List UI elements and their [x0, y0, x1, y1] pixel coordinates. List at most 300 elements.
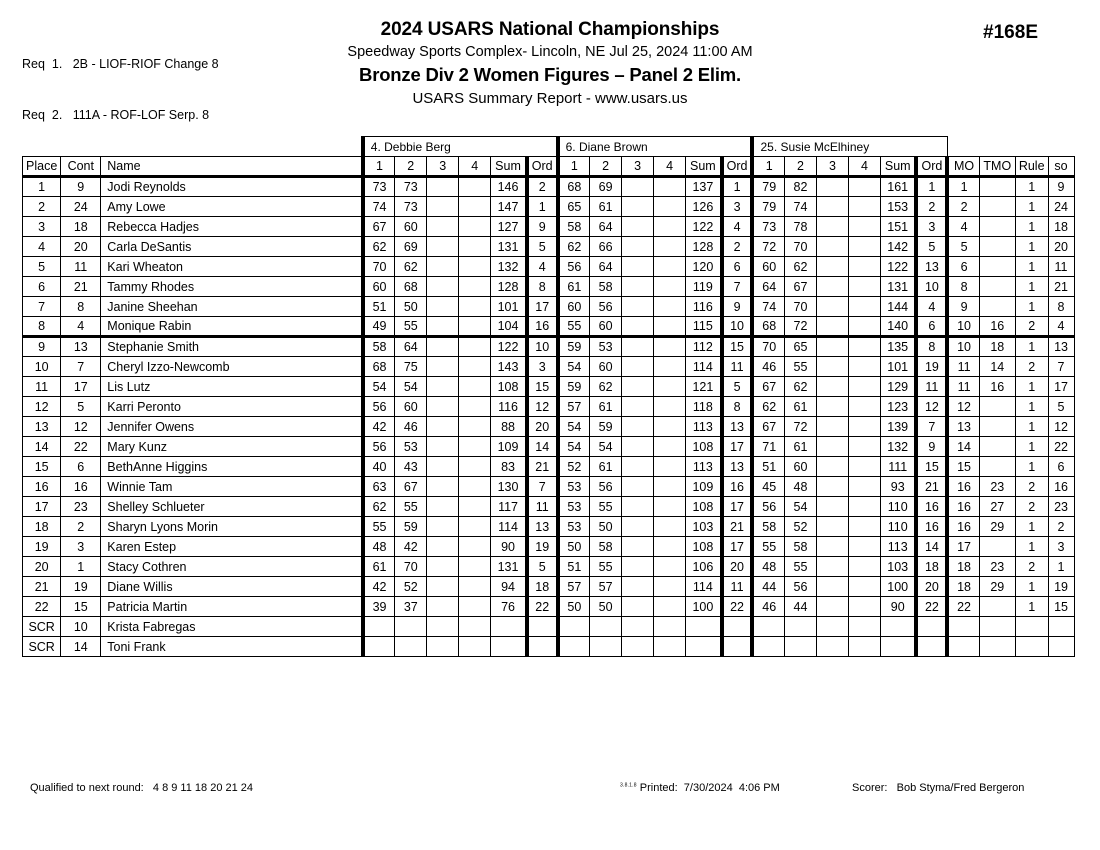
- cell-j2-sum: 108: [686, 537, 722, 557]
- cell-rule: 1: [1015, 397, 1048, 417]
- cell-j2-fig3: [622, 357, 654, 377]
- cell-j3-fig1: 70: [752, 337, 784, 357]
- cell-j3-fig3: [816, 517, 848, 537]
- cell-so: 16: [1048, 477, 1074, 497]
- column-header-row: [23, 157, 1075, 177]
- cell-j2-fig4: [654, 297, 686, 317]
- col-header-j2-fig3: 3: [622, 157, 654, 177]
- cell-j1-fig4: [459, 337, 491, 357]
- cell-j1-fig4: [459, 217, 491, 237]
- cell-name: Monique Rabin: [101, 317, 363, 337]
- cell-cont: 12: [61, 417, 101, 437]
- cell-j1-sum: 83: [491, 457, 527, 477]
- cell-mo: 16: [947, 497, 979, 517]
- banner-spacer-mo: [947, 137, 979, 157]
- banner-spacer-name: [101, 137, 363, 157]
- cell-j3-sum: 113: [880, 537, 916, 557]
- cell-j1-ord: 2: [527, 177, 558, 197]
- cell-rule: 1: [1015, 377, 1048, 397]
- cell-j2-fig2: 60: [590, 357, 622, 377]
- cell-j1-sum: 131: [491, 237, 527, 257]
- cell-j2-ord: 2: [722, 237, 753, 257]
- cell-j1-ord: 5: [527, 557, 558, 577]
- cell-j2-fig2: [590, 617, 622, 637]
- cell-j2-ord: [722, 637, 753, 657]
- cell-j3-fig2: 55: [784, 557, 816, 577]
- cell-j1-fig2: 55: [395, 497, 427, 517]
- cell-j1-ord: 12: [527, 397, 558, 417]
- cell-j1-fig3: [427, 537, 459, 557]
- cell-j2-fig4: [654, 397, 686, 417]
- cell-j2-fig4: [654, 197, 686, 217]
- cell-tmo: [979, 417, 1015, 437]
- judge-header-3: 25. Susie McElhiney: [752, 137, 947, 157]
- cell-j3-fig3: [816, 537, 848, 557]
- cell-j3-ord: 13: [916, 257, 947, 277]
- cell-j2-fig1: 50: [558, 597, 590, 617]
- cell-j1-sum: 147: [491, 197, 527, 217]
- cell-j1-sum: 90: [491, 537, 527, 557]
- cell-j1-fig4: [459, 577, 491, 597]
- cell-rule: [1015, 637, 1048, 657]
- cell-j2-fig1: 68: [558, 177, 590, 197]
- cell-j1-fig3: [427, 497, 459, 517]
- cell-j2-fig2: 57: [590, 577, 622, 597]
- printed-timestamp: [620, 782, 780, 794]
- cell-j3-fig1: 60: [752, 257, 784, 277]
- cell-j1-fig3: [427, 317, 459, 337]
- col-header-j3-fig3: 3: [816, 157, 848, 177]
- cell-j2-fig1: 59: [558, 337, 590, 357]
- table-row: [23, 417, 1075, 437]
- cell-j1-sum: 143: [491, 357, 527, 377]
- requirement-line-2: Req 2. 111A - ROF-LOF Serp. 8: [22, 108, 210, 122]
- cell-j1-fig4: [459, 517, 491, 537]
- table-row: [23, 617, 1075, 637]
- cell-j2-fig4: [654, 237, 686, 257]
- cell-tmo: 16: [979, 317, 1015, 337]
- cell-name: Rebecca Hadjes: [101, 217, 363, 237]
- cell-j3-sum: 132: [880, 437, 916, 457]
- col-header-mo: MO: [947, 157, 979, 177]
- cell-j2-fig1: [558, 637, 590, 657]
- table-row: [23, 597, 1075, 617]
- cell-name: Amy Lowe: [101, 197, 363, 217]
- cell-j3-ord: 16: [916, 517, 947, 537]
- cell-cont: 10: [61, 617, 101, 637]
- cell-name: Patricia Martin: [101, 597, 363, 617]
- cell-j1-fig3: [427, 257, 459, 277]
- cell-tmo: [979, 177, 1015, 197]
- cell-name: Tammy Rhodes: [101, 277, 363, 297]
- cell-j3-fig4: [848, 437, 880, 457]
- cell-cont: 18: [61, 217, 101, 237]
- col-header-j2-fig2: 2: [590, 157, 622, 177]
- cell-j3-fig4: [848, 277, 880, 297]
- cell-mo: 6: [947, 257, 979, 277]
- cell-j1-ord: 14: [527, 437, 558, 457]
- cell-cont: 11: [61, 257, 101, 277]
- table-row: [23, 537, 1075, 557]
- cell-j3-ord: 15: [916, 457, 947, 477]
- event-code-badge: #168E: [983, 22, 1038, 43]
- cell-place: 14: [23, 437, 61, 457]
- cell-j1-fig1: 56: [363, 437, 395, 457]
- cell-j3-ord: 8: [916, 337, 947, 357]
- cell-j3-fig3: [816, 597, 848, 617]
- cell-name: Jennifer Owens: [101, 417, 363, 437]
- cell-j3-fig2: 52: [784, 517, 816, 537]
- cell-j2-fig4: [654, 577, 686, 597]
- cell-j2-ord: 20: [722, 557, 753, 577]
- cell-j1-ord: 16: [527, 317, 558, 337]
- col-header-j1-fig2: 2: [395, 157, 427, 177]
- cell-j2-fig3: [622, 597, 654, 617]
- cell-j1-fig2: 68: [395, 277, 427, 297]
- cell-j2-fig4: [654, 637, 686, 657]
- cell-so: 22: [1048, 437, 1074, 457]
- cell-j1-fig1: 48: [363, 537, 395, 557]
- cell-name: Toni Frank: [101, 637, 363, 657]
- table-row: [23, 477, 1075, 497]
- cell-j1-fig1: [363, 617, 395, 637]
- cell-mo: 18: [947, 557, 979, 577]
- cell-j2-ord: 13: [722, 417, 753, 437]
- cell-j2-ord: 5: [722, 377, 753, 397]
- cell-j3-fig3: [816, 257, 848, 277]
- cell-so: 18: [1048, 217, 1074, 237]
- cell-j2-sum: 103: [686, 517, 722, 537]
- cell-j1-sum: [491, 617, 527, 637]
- cell-j3-fig2: 67: [784, 277, 816, 297]
- cell-j1-fig1: 56: [363, 397, 395, 417]
- cell-j1-fig2: 60: [395, 217, 427, 237]
- cell-j3-sum: 135: [880, 337, 916, 357]
- cell-mo: 9: [947, 297, 979, 317]
- cell-j1-fig1: 42: [363, 417, 395, 437]
- cell-j2-ord: 13: [722, 457, 753, 477]
- cell-j3-fig4: [848, 337, 880, 357]
- table-row: [23, 197, 1075, 217]
- cell-j3-fig1: 72: [752, 237, 784, 257]
- col-header-j2-fig1: 1: [558, 157, 590, 177]
- cell-tmo: 16: [979, 377, 1015, 397]
- cell-j2-fig3: [622, 437, 654, 457]
- cell-name: Winnie Tam: [101, 477, 363, 497]
- cell-rule: 1: [1015, 537, 1048, 557]
- cell-cont: 21: [61, 277, 101, 297]
- cell-tmo: 27: [979, 497, 1015, 517]
- cell-j2-fig3: [622, 377, 654, 397]
- cell-j3-fig4: [848, 417, 880, 437]
- cell-j3-sum: 129: [880, 377, 916, 397]
- cell-j3-fig1: 73: [752, 217, 784, 237]
- cell-j1-fig3: [427, 277, 459, 297]
- cell-j3-ord: 7: [916, 417, 947, 437]
- cell-j2-sum: 112: [686, 337, 722, 357]
- cell-j1-ord: [527, 617, 558, 637]
- cell-rule: 1: [1015, 437, 1048, 457]
- table-row: [23, 177, 1075, 197]
- cell-j3-fig3: [816, 237, 848, 257]
- cell-j3-sum: 122: [880, 257, 916, 277]
- cell-j3-ord: 9: [916, 437, 947, 457]
- cell-j3-fig2: 72: [784, 317, 816, 337]
- col-header-name: Name: [101, 157, 363, 177]
- cell-j3-fig1: 55: [752, 537, 784, 557]
- cell-j3-fig1: 46: [752, 597, 784, 617]
- cell-j3-sum: 131: [880, 277, 916, 297]
- cell-so: 19: [1048, 577, 1074, 597]
- cell-j1-fig4: [459, 437, 491, 457]
- cell-j2-fig3: [622, 577, 654, 597]
- cell-j1-fig2: 62: [395, 257, 427, 277]
- cell-j2-ord: 3: [722, 197, 753, 217]
- cell-j3-fig1: 58: [752, 517, 784, 537]
- cell-j1-sum: 101: [491, 297, 527, 317]
- cell-j3-ord: 4: [916, 297, 947, 317]
- banner-spacer-place: [23, 137, 61, 157]
- cell-cont: 17: [61, 377, 101, 397]
- cell-cont: 16: [61, 477, 101, 497]
- cell-j2-fig2: 58: [590, 537, 622, 557]
- cell-j1-fig1: 42: [363, 577, 395, 597]
- cell-j1-sum: 117: [491, 497, 527, 517]
- cell-j2-fig1: [558, 617, 590, 637]
- cell-j3-fig2: 61: [784, 397, 816, 417]
- cell-j2-fig2: 64: [590, 257, 622, 277]
- cell-j3-fig2: 74: [784, 197, 816, 217]
- cell-j1-fig1: 67: [363, 217, 395, 237]
- cell-tmo: 18: [979, 337, 1015, 357]
- cell-j1-fig1: 60: [363, 277, 395, 297]
- table-row: [23, 637, 1075, 657]
- cell-j2-ord: 6: [722, 257, 753, 277]
- col-header-j2-ord: Ord: [722, 157, 753, 177]
- cell-tmo: [979, 597, 1015, 617]
- cell-j3-fig4: [848, 497, 880, 517]
- cell-j2-sum: 113: [686, 417, 722, 437]
- cell-j3-sum: 153: [880, 197, 916, 217]
- cell-j2-fig4: [654, 257, 686, 277]
- cell-j2-fig2: 53: [590, 337, 622, 357]
- cell-mo: 22: [947, 597, 979, 617]
- cell-j3-fig4: [848, 477, 880, 497]
- cell-j3-fig2: [784, 617, 816, 637]
- cell-j2-fig4: [654, 277, 686, 297]
- cell-j2-fig3: [622, 617, 654, 637]
- cell-j1-ord: 8: [527, 277, 558, 297]
- cell-j1-fig2: [395, 637, 427, 657]
- cell-j2-ord: 10: [722, 317, 753, 337]
- table-row: [23, 437, 1075, 457]
- cell-j3-fig4: [848, 597, 880, 617]
- cell-place: 5: [23, 257, 61, 277]
- cell-j1-fig2: [395, 617, 427, 637]
- cell-rule: [1015, 617, 1048, 637]
- cell-j2-ord: 11: [722, 577, 753, 597]
- cell-j1-fig2: 46: [395, 417, 427, 437]
- cell-j3-fig2: 48: [784, 477, 816, 497]
- cell-j2-fig4: [654, 437, 686, 457]
- cell-j3-ord: [916, 617, 947, 637]
- cell-j1-sum: 108: [491, 377, 527, 397]
- page-title: 2024 USARS National Championships: [380, 19, 720, 40]
- table-row: [23, 497, 1075, 517]
- cell-j2-sum: 108: [686, 437, 722, 457]
- cell-j2-fig3: [622, 317, 654, 337]
- cell-place: 4: [23, 237, 61, 257]
- cell-j1-fig2: 67: [395, 477, 427, 497]
- cell-j2-fig4: [654, 477, 686, 497]
- cell-j1-fig1: 39: [363, 597, 395, 617]
- cell-j3-fig3: [816, 317, 848, 337]
- cell-name: Mary Kunz: [101, 437, 363, 457]
- cell-j2-fig1: 57: [558, 577, 590, 597]
- cell-rule: 2: [1015, 477, 1048, 497]
- cell-j3-fig3: [816, 197, 848, 217]
- cell-j2-ord: 17: [722, 497, 753, 517]
- cell-tmo: [979, 297, 1015, 317]
- cell-j1-fig2: 75: [395, 357, 427, 377]
- cell-j1-fig4: [459, 177, 491, 197]
- venue-datetime: Speedway Sports Complex- Lincoln, NE Jul 25, 2024 11:00 AM: [347, 44, 753, 60]
- cell-j2-sum: 120: [686, 257, 722, 277]
- cell-j1-fig2: 60: [395, 397, 427, 417]
- col-header-place: Place: [23, 157, 61, 177]
- cell-j1-fig3: [427, 557, 459, 577]
- cell-j1-fig1: 63: [363, 477, 395, 497]
- cell-j3-fig3: [816, 617, 848, 637]
- cell-j1-sum: 122: [491, 337, 527, 357]
- cell-j1-sum: 104: [491, 317, 527, 337]
- cell-j2-fig4: [654, 377, 686, 397]
- cell-mo: 14: [947, 437, 979, 457]
- cell-j2-fig2: 58: [590, 277, 622, 297]
- cell-j3-fig4: [848, 297, 880, 317]
- cell-tmo: [979, 637, 1015, 657]
- cell-j3-fig1: 44: [752, 577, 784, 597]
- cell-j3-fig3: [816, 297, 848, 317]
- cell-cont: 6: [61, 457, 101, 477]
- cell-j3-fig3: [816, 377, 848, 397]
- cell-j1-fig1: 49: [363, 317, 395, 337]
- cell-j3-sum: 144: [880, 297, 916, 317]
- cell-j1-fig3: [427, 637, 459, 657]
- cell-j1-fig3: [427, 197, 459, 217]
- cell-mo: [947, 637, 979, 657]
- cell-j2-fig3: [622, 557, 654, 577]
- cell-j1-sum: 132: [491, 257, 527, 277]
- cell-j3-fig3: [816, 417, 848, 437]
- cell-j1-fig3: [427, 517, 459, 537]
- cell-j3-fig3: [816, 457, 848, 477]
- version-tag: 3.8.1.8: [620, 782, 637, 789]
- cell-j2-fig1: 62: [558, 237, 590, 257]
- table-row: [23, 337, 1075, 357]
- cell-cont: 5: [61, 397, 101, 417]
- cell-j2-fig3: [622, 417, 654, 437]
- cell-j2-sum: 113: [686, 457, 722, 477]
- cell-j3-ord: 11: [916, 377, 947, 397]
- cell-so: [1048, 637, 1074, 657]
- cell-j2-fig3: [622, 197, 654, 217]
- cell-j2-fig1: 55: [558, 317, 590, 337]
- cell-j1-fig1: 73: [363, 177, 395, 197]
- cell-tmo: 29: [979, 517, 1015, 537]
- cell-j2-fig3: [622, 257, 654, 277]
- judge-header-1: 4. Debbie Berg: [363, 137, 558, 157]
- cell-so: 8: [1048, 297, 1074, 317]
- cell-j2-fig1: 51: [558, 557, 590, 577]
- cell-j1-fig1: 68: [363, 357, 395, 377]
- cell-cont: 15: [61, 597, 101, 617]
- cell-j1-fig2: 59: [395, 517, 427, 537]
- cell-j3-fig1: 79: [752, 177, 784, 197]
- table-row: [23, 517, 1075, 537]
- cell-rule: 1: [1015, 517, 1048, 537]
- cell-place: SCR: [23, 617, 61, 637]
- cell-rule: 1: [1015, 457, 1048, 477]
- cell-j1-fig1: [363, 637, 395, 657]
- cell-j1-fig4: [459, 237, 491, 257]
- cell-j2-ord: 21: [722, 517, 753, 537]
- cell-j2-sum: 114: [686, 577, 722, 597]
- cell-j2-fig3: [622, 237, 654, 257]
- col-header-j1-ord: Ord: [527, 157, 558, 177]
- cell-j3-sum: 139: [880, 417, 916, 437]
- cell-place: 6: [23, 277, 61, 297]
- table-row: [23, 317, 1075, 337]
- cell-j3-fig4: [848, 317, 880, 337]
- cell-j1-sum: 130: [491, 477, 527, 497]
- cell-j3-ord: 21: [916, 477, 947, 497]
- banner-spacer-so: [1048, 137, 1074, 157]
- cell-j2-fig2: 50: [590, 517, 622, 537]
- cell-j3-fig1: [752, 617, 784, 637]
- cell-place: 20: [23, 557, 61, 577]
- cell-j2-fig1: 54: [558, 437, 590, 457]
- cell-j3-fig4: [848, 237, 880, 257]
- cell-tmo: [979, 617, 1015, 637]
- cell-j3-fig4: [848, 377, 880, 397]
- cell-j3-fig2: 56: [784, 577, 816, 597]
- cell-j2-fig2: 55: [590, 497, 622, 517]
- cell-j2-sum: 106: [686, 557, 722, 577]
- cell-rule: 2: [1015, 357, 1048, 377]
- cell-so: 2: [1048, 517, 1074, 537]
- cell-j2-fig1: 56: [558, 257, 590, 277]
- cell-cont: 23: [61, 497, 101, 517]
- report-subtitle: USARS Summary Report - www.usars.us: [412, 90, 688, 107]
- col-header-j3-ord: Ord: [916, 157, 947, 177]
- cell-j3-fig3: [816, 217, 848, 237]
- cell-j3-fig1: 62: [752, 397, 784, 417]
- cell-j1-fig4: [459, 257, 491, 277]
- cell-j1-fig3: [427, 177, 459, 197]
- cell-tmo: [979, 397, 1015, 417]
- cell-j2-fig1: 54: [558, 357, 590, 377]
- cell-j2-fig3: [622, 497, 654, 517]
- cell-j1-ord: 3: [527, 357, 558, 377]
- table-row: [23, 217, 1075, 237]
- cell-tmo: 29: [979, 577, 1015, 597]
- cell-j1-ord: 13: [527, 517, 558, 537]
- table-row: [23, 397, 1075, 417]
- cell-j2-fig3: [622, 537, 654, 557]
- cell-j1-fig1: 58: [363, 337, 395, 357]
- cell-j2-ord: 8: [722, 397, 753, 417]
